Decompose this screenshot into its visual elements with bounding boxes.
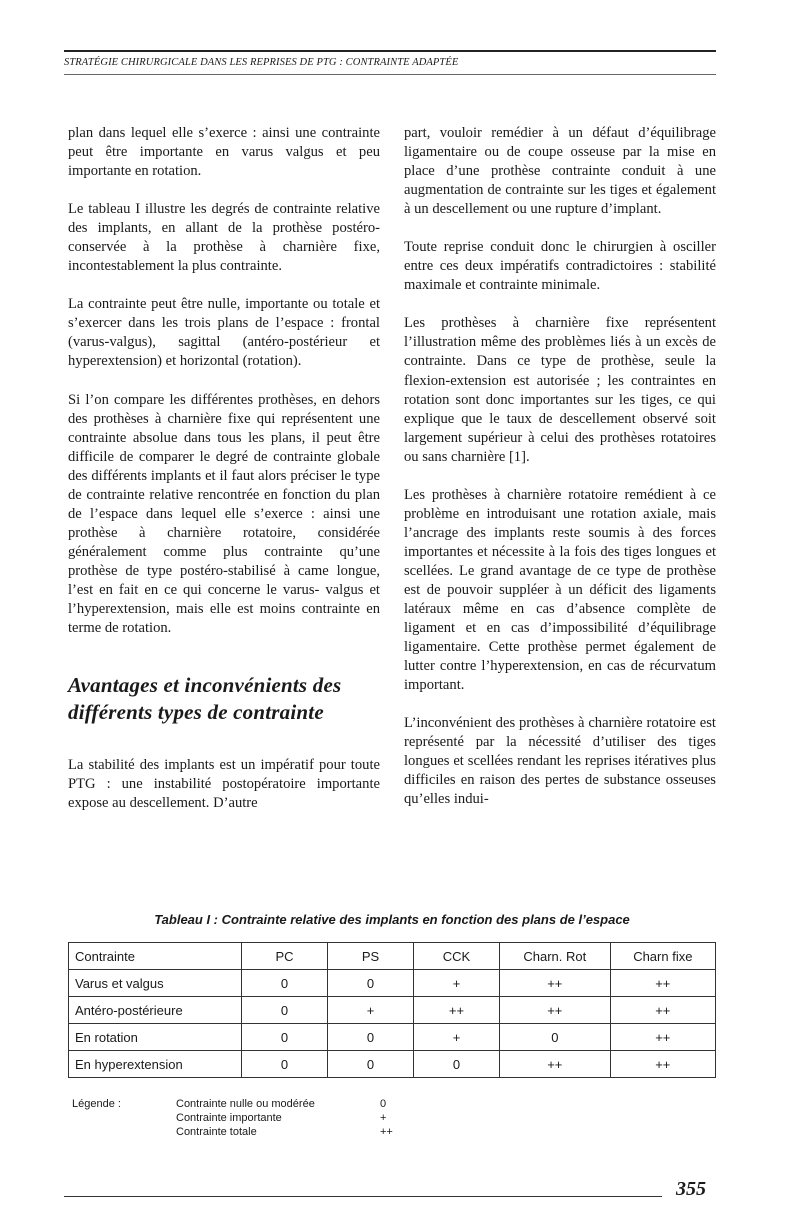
table-cell: + xyxy=(414,970,500,997)
legend-items xyxy=(176,1097,393,1139)
legend-symbol: ++ xyxy=(380,1126,393,1138)
table-cell: 0 xyxy=(328,970,414,997)
table-cell: ++ xyxy=(610,997,715,1024)
legend-item xyxy=(176,1111,387,1125)
paragraph: Toute reprise conduit donc le chirurgien à osciller entre ces deux impératifs contradictoires : stabilité maximale et contrainte minimale. xyxy=(404,239,716,294)
table-cell: 0 xyxy=(500,1024,611,1051)
table-cell: ++ xyxy=(500,997,611,1024)
table-cell: + xyxy=(328,997,414,1024)
legend-symbol: 0 xyxy=(380,1098,387,1110)
table-cell: 0 xyxy=(242,997,328,1024)
legend-title: Légende : xyxy=(72,1098,121,1110)
constraint-table xyxy=(68,942,716,1078)
paragraph: Si l’on compare les différentes prothèses, en dehors des prothèses à charnière fixe qui représentent une contrainte absolue dans tous les plans, il peut être difficile de comparer le degré de contrainte globale des différents implants et il faut alors préciser le type de contrainte relative rencontrée en fonction du plan de l’espace dans lequel elle s’exerce : ainsi une prothèse à charnière rotatoire, considérée généralement comme plus contrainte qu’une prothèse de type postéro-stabilisé à came longue, l’est en fait en ce qui concerne le varus- valgus et l’hyperextension, mais elle est moins contrainte en terme de rotation. xyxy=(68,391,380,637)
table-cell: ++ xyxy=(610,1051,715,1078)
table-header-cell: Contrainte xyxy=(69,943,242,970)
table-header-cell: Charn. Rot xyxy=(500,943,611,970)
section-heading: Avantages et inconvénients des différents types de contrainte xyxy=(68,673,342,725)
paragraph: La stabilité des implants est un impératif pour toute PTG : une instabilité postopératoire importante expose au descellement. D’autre xyxy=(68,757,380,812)
legend-label: Contrainte nulle ou modérée xyxy=(176,1098,315,1110)
page-number: 355 xyxy=(676,1178,706,1200)
table-row xyxy=(69,1051,716,1078)
table-header-cell: CCK xyxy=(414,943,500,970)
paragraph: Le tableau I illustre les degrés de contrainte relative des implants, en allant de la prothèse postéro-conservée à la prothèse à charnière fixe, incontestablement la plus contrainte. xyxy=(68,201,380,275)
paragraph: plan dans lequel elle s’exerce : ainsi une contrainte peut être importante en varus valgus et peu importante en rotation. xyxy=(68,125,380,180)
header-rule-bottom xyxy=(64,74,716,75)
table-header-cell: PS xyxy=(328,943,414,970)
table-cell: 0 xyxy=(242,1051,328,1078)
legend-item xyxy=(176,1125,393,1139)
table-cell: Varus et valgus xyxy=(69,970,242,997)
table-cell: + xyxy=(414,1024,500,1051)
table-row xyxy=(69,970,716,997)
table-row xyxy=(69,1024,716,1051)
left-column xyxy=(68,124,380,813)
header-rule-top xyxy=(64,50,716,52)
table-caption: Tableau I : Contrainte relative des implants en fonction des plans de l’espace xyxy=(154,912,630,927)
paragraph: La contrainte peut être nulle, importante ou totale et s’exercer dans les trois plans de l’espace : frontal (varus-valgus), sagittal (antéro-postérieur et hyperextension) et horizontal (rotation). xyxy=(68,296,380,370)
paragraph: Les prothèses à charnière rotatoire remédient à ce problème en introduisant une rotation axiale, mais l’ancrage des implants reste soumis à des forces importantes et nécessite à la fois des tiges longues et scellées. Le grand avantage de ce type de prothèse est de pouvoir suppléer à un déficit des ligaments latéraux même en cas d’absence complète de ligament et en cas d’impossibilité d’équilibrage ligamentaire. Cette prothèse permet également de lutter contre l’hyperextension, en cas de récurvatum important. xyxy=(404,486,716,694)
legend-label: Contrainte totale xyxy=(176,1126,257,1138)
paragraph: Les prothèses à charnière fixe représentent l’illustration même des problèmes liés à un excès de contrainte. Dans ce type de prothèse, seule la flexion-extension est autorisée ; les contraintes en rotation sont donc importantes sur les tiges, ce qui explique que le taux de descellement observé soit largement supérieur à celui des prothèses rotatoires ou sans charnière [1]. xyxy=(404,315,716,465)
table-cell: ++ xyxy=(414,997,500,1024)
table-cell: 0 xyxy=(414,1051,500,1078)
legend-symbol: + xyxy=(380,1112,387,1124)
table-cell: 0 xyxy=(328,1024,414,1051)
paragraph: part, vouloir remédier à un défaut d’équilibrage ligamentaire ou de coupe osseuse par la mise en place d’une prothèse contrainte conduit à une augmentation de contrainte sur les tiges et également à un descellement ou une rupture d’implant. xyxy=(404,125,716,218)
right-column xyxy=(404,124,716,810)
table-cell: 0 xyxy=(328,1051,414,1078)
footer-rule xyxy=(64,1196,662,1197)
table-header-cell: Charn fixe xyxy=(610,943,715,970)
table-row xyxy=(69,997,716,1024)
running-title: STRATÉGIE CHIRURGICALE DANS LES REPRISES DE PTG : CONTRAINTE ADAPTÉE xyxy=(64,57,459,68)
paragraph: L’inconvénient des prothèses à charnière rotatoire est représenté par la nécessité d’utiliser des tiges longues et scellées rendant les reprises itératives plus difficiles en raison des pertes de substance osseuses qu’elles indui- xyxy=(404,715,716,808)
table-header-cell: PC xyxy=(242,943,328,970)
table-cell: 0 xyxy=(242,970,328,997)
legend-item xyxy=(176,1097,387,1111)
table-cell: ++ xyxy=(500,1051,611,1078)
table-cell: 0 xyxy=(242,1024,328,1051)
table-cell: ++ xyxy=(500,970,611,997)
table-cell: En rotation xyxy=(69,1024,242,1051)
table-cell: Antéro-postérieure xyxy=(69,997,242,1024)
table-header-row xyxy=(69,943,716,970)
table-cell: ++ xyxy=(610,970,715,997)
table-cell: ++ xyxy=(610,1024,715,1051)
legend-label: Contrainte importante xyxy=(176,1112,282,1124)
table-cell: En hyperextension xyxy=(69,1051,242,1078)
